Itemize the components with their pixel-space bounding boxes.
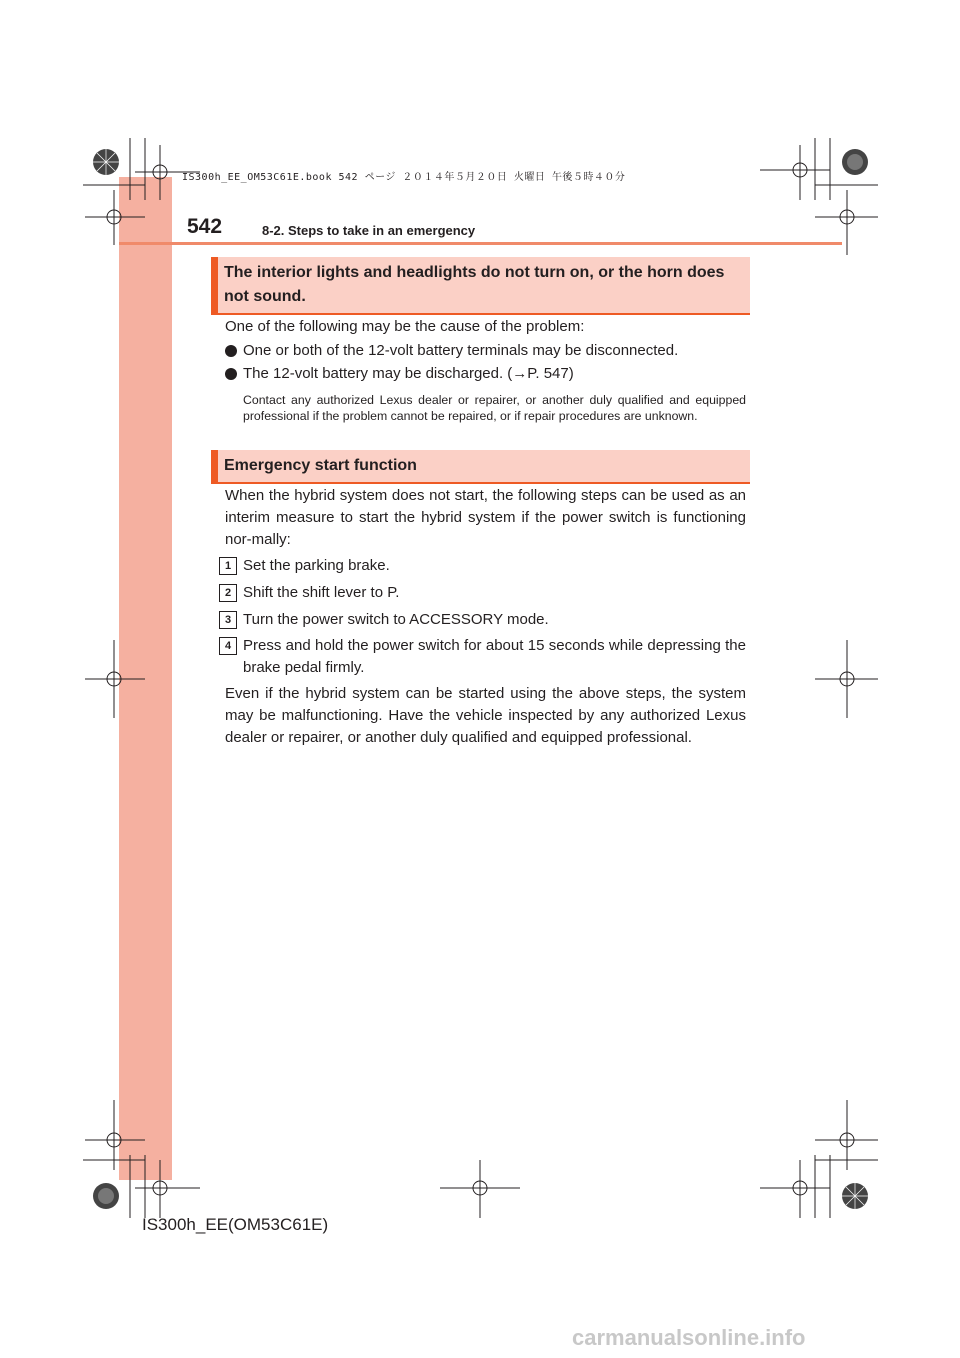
list-item: One or both of the 12-volt battery terminals may be disconnected.: [243, 342, 679, 359]
step-number-badge: 1: [219, 557, 237, 575]
step-text: Set the parking brake.: [243, 557, 390, 574]
starburst-mark-top-right: [842, 149, 868, 175]
starburst-mark-bottom-right: [842, 1183, 868, 1209]
section-heading-emergency-start: Emergency start function: [211, 450, 750, 484]
book-info-line: IS300h_EE_OM53C61E.book 542 ページ ２０１４年５月２０日 火曜日 午後５時４０分: [182, 172, 626, 183]
step-text: Press and hold the power switch for about 15 seconds while depressing the brake pedal firmly.: [243, 637, 746, 676]
intro-text: One of the following may be the cause of the problem:: [225, 318, 585, 335]
chapter-section-title: 8-2. Steps to take in an emergency: [262, 223, 476, 238]
section-heading-lights: The interior lights and headlights do not turn on, or the horn does not sound.: [211, 257, 750, 315]
watermark: carmanualsonline.info: [572, 1325, 806, 1350]
step-number-badge: 4: [219, 637, 237, 655]
page-number: 542: [187, 215, 223, 238]
starburst-mark-top-left: [93, 149, 119, 175]
model-code-footer: IS300h_EE(OM53C61E): [142, 1215, 329, 1234]
bullet-icon: [225, 368, 237, 380]
starburst-mark-bottom-left: [93, 1183, 119, 1209]
note-text: Contact any authorized Lexus dealer or repairer, or another duly qualified and equipped professional if the problem cannot be repaired, or if repair procedures are unknown.: [243, 393, 746, 423]
step-text: Shift the shift lever to P.: [243, 584, 400, 601]
step-number-badge: 3: [219, 611, 237, 629]
step-text: Turn the power switch to ACCESSORY mode.: [243, 611, 549, 628]
bullet-icon: [225, 345, 237, 357]
outro-text: Even if the hybrid system can be started using the above steps, the system may be malfunctioning. Have the vehicle inspected by any authorized Lexus dealer or repairer, or another duly qualified and equipped professional.: [225, 685, 746, 746]
list-item: The 12-volt battery may be discharged. (→P. 547): [243, 365, 574, 382]
intro-text: When the hybrid system does not start, the following steps can be used as an interim measure to start the hybrid system if the power switch is functioning nor-mally:: [225, 487, 746, 548]
step-number-badge: 2: [219, 584, 237, 602]
